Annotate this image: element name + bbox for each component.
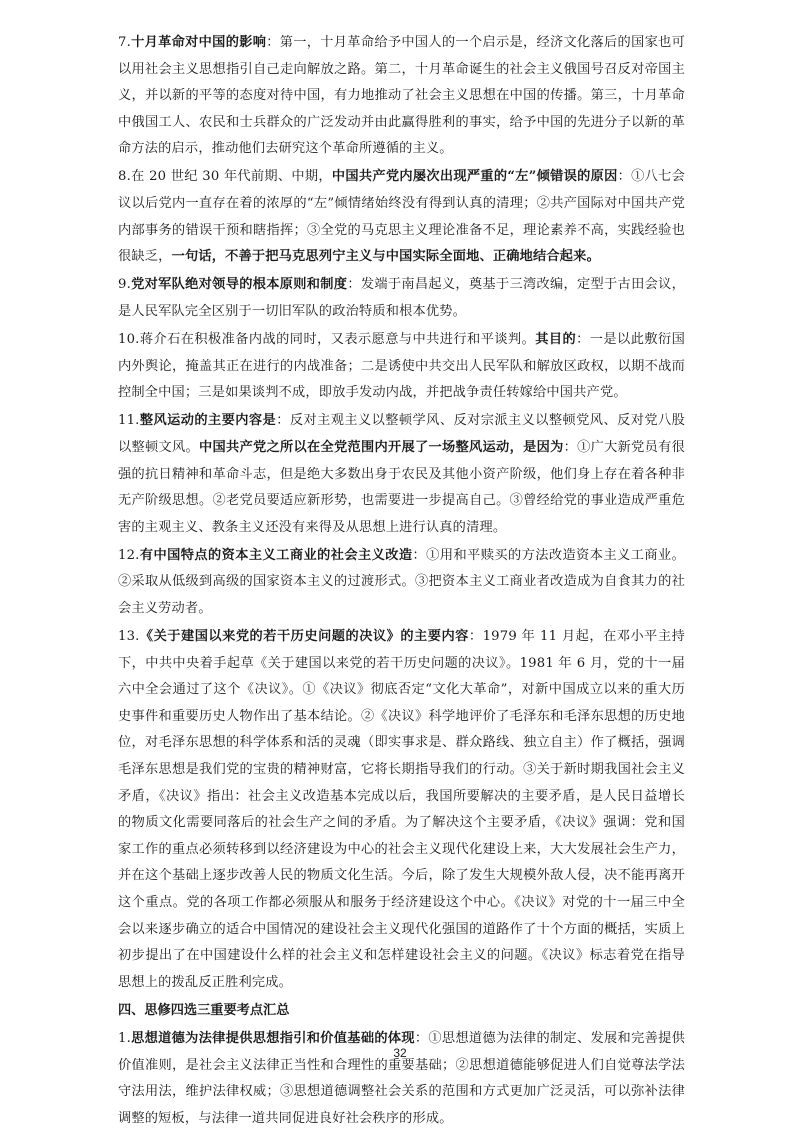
paragraph-13 [118, 624, 685, 996]
item-number: 1. [118, 1030, 131, 1046]
item-body: ：发端于南昌起义，奠基于三湾改编，定型于古田会议，是人民军队完全区别于一切旧军队的政治特质和根本优势。 [118, 277, 685, 319]
item-body: ：①八七会议以后党内一直存在着的浓厚的“左”倾情绪始终没有得到认真的清理；②共产国际对中国共产党内部事务的错误干预和瞎指挥；③全党的马克思主义理论准备不足，理论素养不高，实践经验也很缺乏， [118, 169, 685, 265]
page-number: 32 [393, 1046, 407, 1060]
item-emphasis: 一句话，不善于把马克思列宁主义与中国实际全面地、正确地结合起来。 [171, 249, 600, 265]
paragraph-12 [118, 543, 685, 623]
paragraph-10 [118, 327, 685, 407]
item-heading: 整风运动的主要内容是 [139, 413, 277, 429]
section-title: 四、思修四选三重要考点汇总 [118, 1002, 290, 1018]
item-body: ：一是以此敷衍国内外舆论，掩盖其正在进行的内战准备；二是诱使中共交出人民军队和解放区政权，以期不战而控制全中国；三是如果谈判不成，即放手发动内战，并把战争责任转嫁给中国共产党。 [118, 332, 685, 401]
paragraph-11 [118, 408, 685, 541]
item-heading: 思想道德为法律提供思想指引和价值基础的体现 [130, 1030, 415, 1046]
section-paragraph-1 [118, 1026, 685, 1132]
item-number: 10.蒋介石在积极准备内战的同时，又表示愿意与中共进行和平谈判。 [118, 332, 536, 348]
item-heading: 其目的 [535, 332, 577, 348]
document-page [118, 30, 685, 1134]
item-number: 8.在 20 世纪 30 年代前期、中期， [118, 169, 332, 185]
item-heading: 党对军队绝对领导的根本原则和制度 [130, 277, 348, 293]
item-body-2: ：①广大新党员有很强的抗日精神和革命斗志，但是绝大多数出身于农民及其他小资产阶级，他们身上存在着各种非无产阶级思想。②老党员要适应新形势，也需要进一步提高自己。③曾经给党的事业造成严重危害的主观主义、教条主义还没有来得及从思想上进行认真的清理。 [118, 439, 685, 535]
item-body: ：①思想道德为法律的制定、发展和完善提供价值准则，是社会主义法律正当性和合理性的重要基础；②思想道德能够促进人们自觉尊法学法守法用法，维护法律权威；③思想道德调整社会关系的范围和方式更加广泛灵活，可以弥补法律调整的短板，与法律一道共同促进良好社会秩序的形成。 [118, 1030, 685, 1126]
item-heading: 中国共产党内屡次出现严重的“左”倾错误的原因 [331, 169, 618, 185]
item-number: 9. [118, 277, 131, 293]
item-body: ：第一，十月革命给予中国人的一个启示是，经济文化落后的国家也可以用社会主义思想指引自己走向解放之路。第二，十月革命诞生的社会主义俄国号召反对帝国主义，并以新的平等的态度对待中国，有力地推动了社会主义思想在中国的传播。第三，十月革命中俄国工人、农民和士兵群众的广泛发动并由此赢得胜利的事实，给予中国的先进分子以新的革命方法的启示，推动他们去研究这个革命所遵循的主义。 [118, 35, 685, 157]
item-body: ：①用和平赎买的方法改造资本主义工商业。②采取从低级到高级的国家资本主义的过渡形式。③把资本主义工商业者改造成为自食其力的社会主义劳动者。 [118, 547, 686, 616]
paragraph-9 [118, 272, 685, 325]
paragraph-8 [118, 164, 685, 270]
paragraph-7 [118, 30, 685, 163]
item-number: 7. [118, 35, 131, 50]
item-number: 13. [118, 629, 140, 645]
item-heading: 有中国特点的资本主义工商业的社会主义改造 [139, 547, 413, 563]
item-number: 12. [118, 547, 140, 563]
item-number: 11. [118, 413, 140, 429]
item-heading: 《关于建国以来党的若干历史问题的决议》的主要内容 [139, 629, 469, 645]
item-body: ：反对主观主义以整顿学风、反对宗派主义以整顿党风、反对党八股以整顿文风。 [118, 413, 686, 455]
item-emphasis: 中国共产党之所以在全党范围内开展了一场整风运动，是因为 [199, 439, 564, 455]
item-heading: 十月革命对中国的影响 [130, 35, 267, 50]
item-body: ：1979 年 11 月起，在邓小平主持下，中共中央着手起草《关于建国以来党的若干历史问题的决议》。1981 年 6 月，党的十一届六中全会通过了这个《决议》。①《决议》彻底否定“文化大革命”，对新中国成立以来的重大历史事件和重要历史人物作出了基本结论。②《决议》科学地评价了毛泽东和毛泽东思想的历史地位，对毛泽东思想的科学体系和活的灵魂（即实事求是、群众路线、独立自主）作了概括，强调毛泽东思想是我们党的宝贵的精神财富，它将长期指导我们的行动。③关于新时期我国社会主义矛盾，《决议》指出：社会主义改造基本完成以后，我国所要解决的主要矛盾，是人民日益增长的物质文化需要同落后的社会生产之间的矛盾。为了解决这个主要矛盾，《决议》强调：党和国家工作的重点必须转移到以经济建设为中心的社会主义现代化建设上来，大大发展社会生产力，并在这个基础上逐步改善人民的物质文化生活。今后，除了发生大规模外敌人侵，决不能再离开这个重点。党的各项工作都必须服从和服务于经济建设这个中心。《决议》对党的十一届三中全会以来逐步确立的适合中国情况的建设社会主义现代化强国的道路作了十个方面的概括，实质上初步提出了在中国建设什么样的社会主义和怎样建设社会主义的问题。《决议》标志着党在指导思想上的拨乱反正胜利完成。 [118, 629, 685, 990]
